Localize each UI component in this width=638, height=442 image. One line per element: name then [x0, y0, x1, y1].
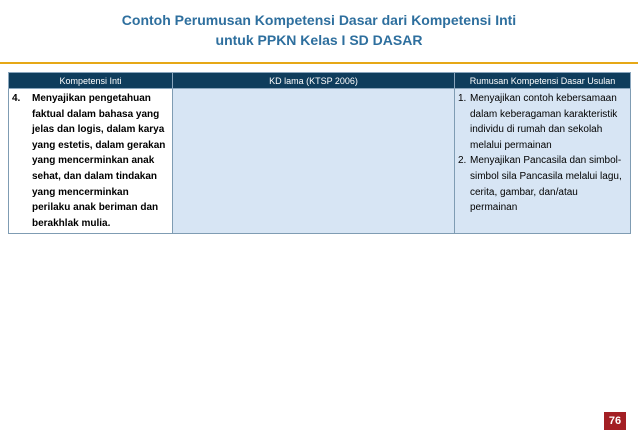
list-item-number: 2.	[458, 155, 467, 167]
cell-rumusan-kd	[455, 89, 631, 234]
cell-kd-lama	[173, 89, 455, 234]
table-row	[9, 89, 631, 234]
list-item-number: 1.	[458, 93, 467, 104]
page-number-badge: 76	[604, 412, 626, 430]
table-header-row	[9, 73, 631, 89]
list-item	[458, 153, 627, 215]
cell-kompetensi-inti	[9, 89, 173, 234]
title-line-1: Contoh Perumusan Kompetensi Dasar dari Kompetensi Inti	[121, 12, 517, 28]
slide-title	[0, 10, 638, 50]
header-kd-lama: KD lama (KTSP 2006)	[173, 73, 455, 89]
title-divider	[0, 62, 638, 64]
list-item	[458, 91, 627, 153]
header-kompetensi-inti: Kompetensi Inti	[9, 73, 173, 89]
competency-table	[8, 72, 631, 234]
list-item-text: Menyajikan Pancasila dan simbol-simbol sila Pancasila melalui lagu, cerita, gambar, dan/atau permainan	[470, 155, 622, 214]
header-rumusan-kd: Rumusan Kompetensi Dasar Usulan	[455, 73, 631, 89]
list-item-text: Menyajikan contoh kebersamaan dalam keberagaman karakteristik individu di rumah dan sekolah melalui permainan	[470, 93, 618, 151]
kompetensi-inti-text: Menyajikan pengetahuan faktual dalam bahasa yang jelas dan logis, dalam karya yang estetis, dalam gerakan yang mencerminkan anak sehat, dan dalam tindakan yang mencerminkan perilaku anak beriman dan berakhlak mulia.	[32, 93, 166, 229]
title-line-2: untuk PPKN Kelas I SD DASAR	[215, 32, 423, 48]
row-number: 4.	[12, 93, 21, 104]
